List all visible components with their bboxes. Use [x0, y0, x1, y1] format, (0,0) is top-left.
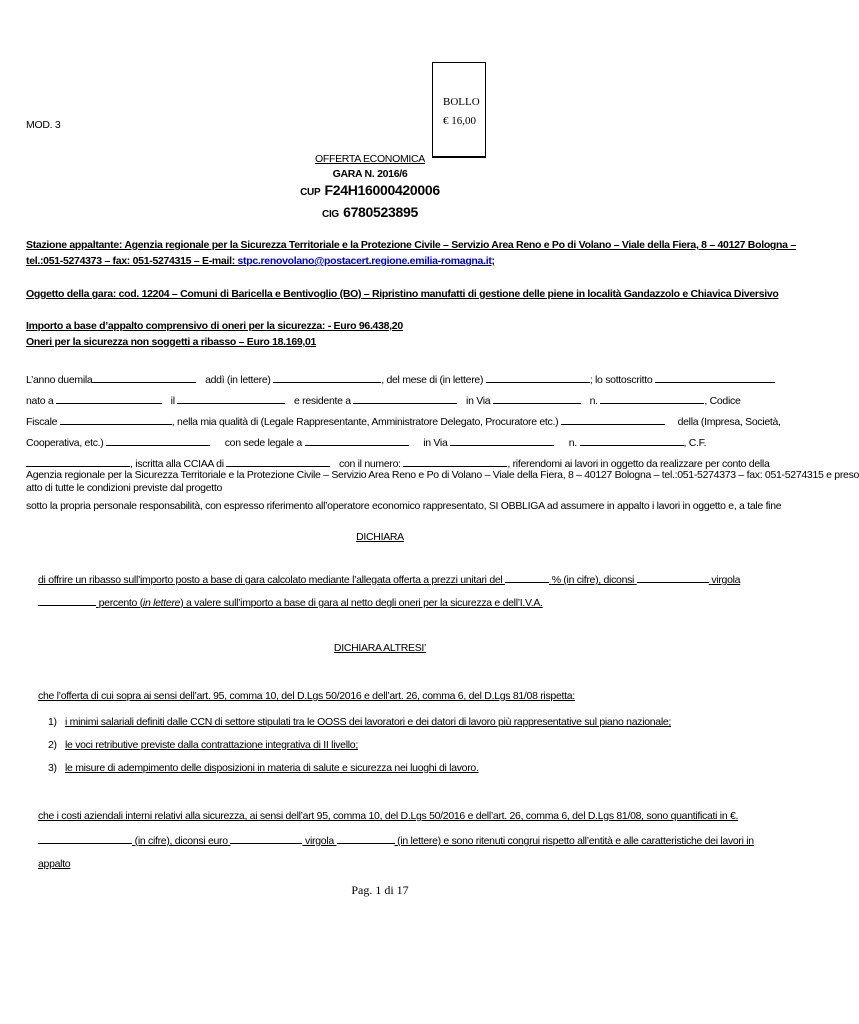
cup-value: F24H16000420006: [324, 182, 440, 198]
blank-number[interactable]: [600, 393, 704, 404]
email-link[interactable]: stpc.renovolano@postacert.regione.emilia-romagna.it: [237, 255, 492, 267]
blank-cciaa[interactable]: [226, 456, 330, 467]
dichiara-line1: di offrire un ribasso sull’importo posto a base di gara calcolato mediante l’allegata offerta a prezzi unitari del % (in cifre), diconsi virgola: [38, 574, 741, 586]
blank-office-number[interactable]: [580, 435, 684, 446]
blank-year[interactable]: [92, 372, 196, 383]
doc-title: OFFERTA ECONOMICA: [314, 153, 426, 165]
list-item: 2) le voci retributive previste dalla contrattazione integrativa di II livello;: [48, 739, 358, 751]
stazione-contacts: tel.:051-5274373 – fax: 051-5274315 – E-mail:: [26, 255, 238, 267]
form-row-6: Agenzia regionale per la Sicurezza Territoriale e la Protezione Civile – Servizio Area Reno e Po di Volano – Viale della Fiera, 8 – 40127 Bologna – tel.:051-5274373 – fax: 051-5274315 e preso: [26, 469, 859, 481]
blank-day[interactable]: [273, 372, 381, 383]
form-row-3: Fiscale , nella mia qualità di (Legale Rappresentante, Amministratore Delegato, Procuratore etc.) della (Impresa, Società,: [26, 416, 781, 428]
bollo-label: BOLLO: [443, 96, 480, 108]
dichiara-heading: DICHIARA: [356, 531, 404, 543]
bollo-box: [432, 62, 486, 158]
bollo-amount: € 16,00: [443, 115, 476, 127]
cup-label: CUP: [300, 187, 321, 198]
altresi-intro: che l’offerta di cui sopra ai sensi dell’art. 95, comma 10, del D.Lgs 50/2016 e dell’art. 26, comma 6, del D.Lgs 81/08 rispetta:: [38, 690, 575, 702]
cig-value: 6780523895: [343, 204, 418, 220]
blank-name[interactable]: [655, 372, 775, 383]
blank-residence[interactable]: [353, 393, 457, 404]
blank-birthdate[interactable]: [177, 393, 285, 404]
blank-role[interactable]: [561, 414, 665, 425]
form-row-1: L’anno duemila addì (in lettere) , del mese di (in lettere) ; lo sottoscritto: [26, 372, 734, 386]
blank-ribasso-decimali[interactable]: [38, 595, 96, 606]
stazione-line1: Stazione appaltante: Agenzia regionale per la Sicurezza Territoriale e la Protezione Civile – Servizio Area Reno e Po di Volano – Viale della Fiera, 8 – 40127 Bologna –: [26, 239, 796, 251]
cig-label: CIG: [322, 209, 339, 220]
list-item: 1) i minimi salariali definiti dalle CCN di settore stipulati tra le OOSS dei lavoratori e dei datori di lavoro più rappresentative sul piano nazionale;: [48, 716, 672, 728]
form-row-2: nato a il e residente a in Via n. , Codice: [26, 395, 741, 407]
cup-line: [250, 182, 490, 200]
stazione-line2: tel.:051-5274373 – fax: 051-5274315 – E-mail: stpc.renovolano@postacert.regione.emilia-romagna.it;: [26, 255, 495, 267]
blank-office-street[interactable]: [450, 435, 554, 446]
blank-birthplace[interactable]: [56, 393, 162, 404]
blank-street[interactable]: [493, 393, 581, 404]
blank-office[interactable]: [305, 435, 409, 446]
blank-ribasso-lettere[interactable]: [637, 572, 709, 583]
blank-company[interactable]: [106, 435, 210, 446]
form-row-4: Cooperativa, etc.) con sede legale a in Via n. , C.F.: [26, 437, 707, 449]
altresi-heading: DICHIARA ALTRESI’: [333, 642, 427, 654]
blank-ribasso-cifre[interactable]: [505, 572, 549, 583]
importo-base: Importo a base d’appalto comprensivo di oneri per la sicurezza: - Euro 96.438,20: [26, 320, 403, 332]
blank-costi-cifre[interactable]: [38, 833, 132, 844]
costi-line2: (in cifre), diconsi euro virgola (in lettere) e sono ritenuti congrui rispetto all’entità e alle caratteristiche dei lavori in: [38, 833, 754, 847]
page-number: Pag. 1 di 17: [351, 883, 409, 897]
dichiara-line2: percento (in lettere) a valere sull’importo a base di gara al netto degli oneri per la sicurezza e dell’I.V.A.: [38, 595, 543, 609]
cig-line: [250, 204, 490, 222]
blank-fiscal-code[interactable]: [60, 414, 172, 425]
blank-costi-euro[interactable]: [230, 833, 302, 844]
oggetto-gara: Oggetto della gara: cod. 12204 – Comuni di Baricella e Bentivoglio (BO) – Ripristino manufatti di gestione delle piene in località Gandazzolo e Chiavica Diversivo: [26, 288, 779, 300]
gara-number: GARA N. 2016/6: [332, 168, 408, 180]
mod-label: MOD. 3: [26, 119, 61, 131]
costi-line1: che i costi aziendali interni relativi alla sicurezza, ai sensi dell’art 95, comma 10, del D.Lgs 50/2016 e dell’art. 26, comma 6, del D.Lgs 81/08, sono quantificati in €.: [38, 810, 739, 822]
form-row-8: sotto la propria personale responsabilità, con espresso riferimento all’operatore economico rappresentato, SI OBBLIGA ad assumere in appalto i lavori in oggetto e, a tale fine: [26, 500, 782, 512]
costi-line3: appalto: [38, 858, 71, 870]
blank-costi-decimali[interactable]: [337, 833, 395, 844]
blank-cciaa-number[interactable]: [403, 456, 507, 467]
blank-vat[interactable]: [26, 456, 130, 467]
blank-month[interactable]: [486, 372, 590, 383]
oneri-sicurezza: Oneri per la sicurezza non soggetti a ribasso – Euro 18.169,01: [26, 336, 317, 348]
form-row-7: atto di tutte le condizioni previste dal progetto: [26, 482, 223, 494]
form-row-5: , iscritta alla CCIAA di con il numero: , riferendomi ai lavori in oggetto da realizzare per conto della: [26, 456, 734, 470]
list-item: 3) le misure di adempimento delle disposizioni in materia di salute e sicurezza nei luoghi di lavoro.: [48, 762, 479, 774]
